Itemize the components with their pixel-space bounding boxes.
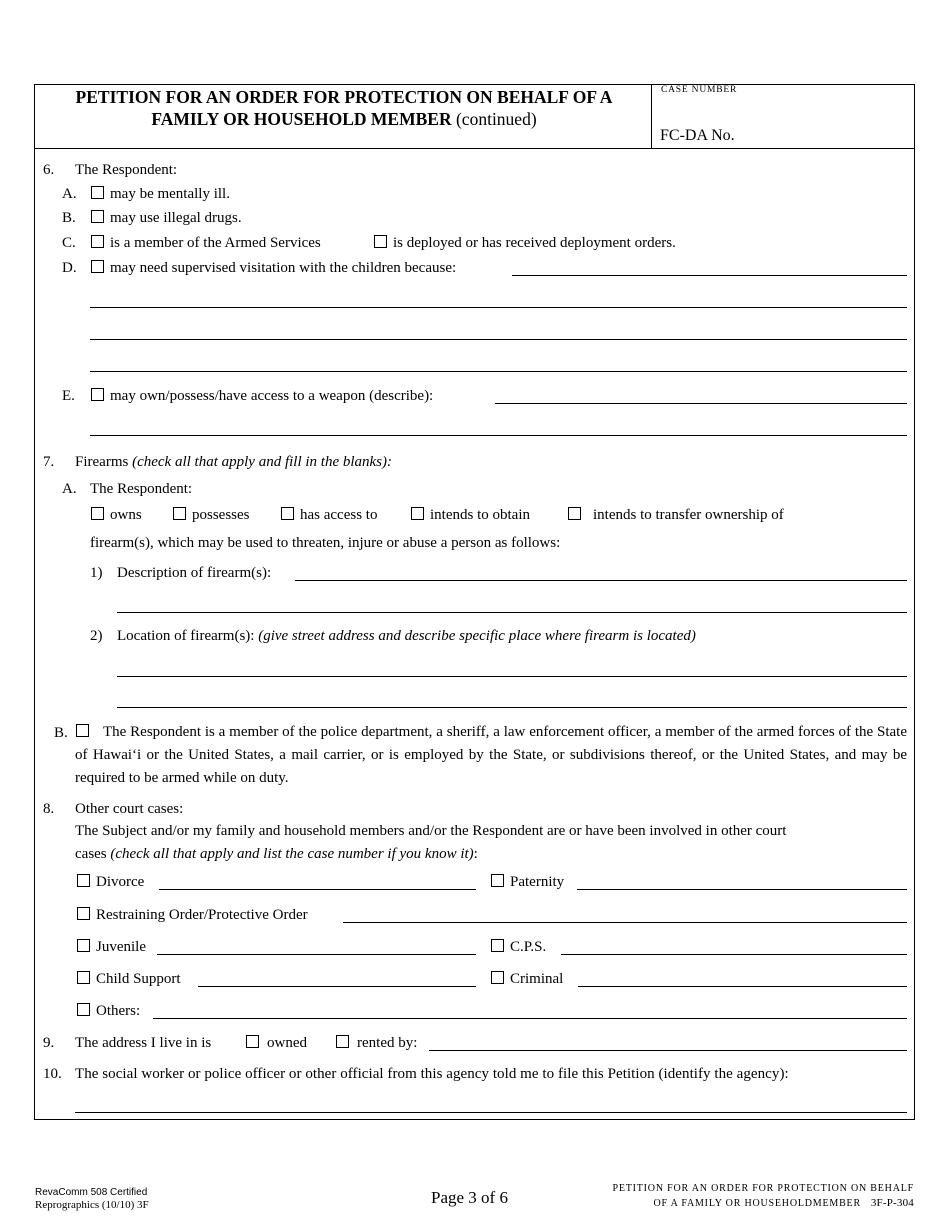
section-8-colon: : — [473, 846, 478, 862]
section-6-number: 6. — [43, 162, 55, 178]
firearm-description-line-2[interactable] — [117, 612, 907, 613]
owned-label: owned — [267, 1035, 307, 1051]
footer-reprographics: Reprographics (10/10) 3F — [35, 1199, 149, 1211]
criminal-case-line[interactable] — [578, 986, 907, 987]
armed-services-checkbox[interactable] — [91, 235, 104, 248]
restraining-order-label: Restraining Order/Protective Order — [96, 907, 308, 923]
intends-to-transfer-label: intends to transfer ownership of — [593, 507, 784, 523]
header-vertical-divider — [651, 84, 652, 148]
footer-form-number: 3F-P-304 — [870, 1197, 914, 1209]
item-6c-label-1: is a member of the Armed Services — [110, 235, 321, 251]
divorce-label: Divorce — [96, 874, 145, 890]
section-8-line-1: The Subject and/or my family and household members and/or the Respondent are or have been involved in other court — [75, 823, 787, 839]
item-7a2-instruction: (give street address and describe specific place where firearm is located) — [258, 628, 696, 644]
section-9-number: 9. — [43, 1035, 55, 1051]
child-support-label: Child Support — [96, 971, 181, 987]
item-7b-text: The Respondent is a member of the police department, a sheriff, a law enforcement officer, a member of the armed forces of the State of Hawaiʻi or the United States, a mail carrier, or is employed by the State, or subdivisions thereof, or the United States, and may be required to be armed while on duty. — [75, 724, 907, 786]
section-7-heading: Firearms — [75, 454, 129, 470]
item-6a-letter: A. — [62, 186, 77, 202]
fcda-number-label: FC-DA No. — [660, 127, 735, 144]
intends-to-obtain-checkbox[interactable] — [411, 507, 424, 520]
others-label: Others: — [96, 1003, 141, 1019]
item-6e-label: may own/possess/have access to a weapon (describe): — [110, 388, 434, 404]
rented-by-line[interactable] — [429, 1050, 907, 1051]
firearm-location-line-1[interactable] — [117, 676, 907, 677]
child-support-checkbox[interactable] — [77, 971, 90, 984]
item-7a1-number: 1) — [90, 565, 103, 581]
item-6b-label: may use illegal drugs. — [110, 210, 242, 226]
footer-form-title-1: PETITION FOR AN ORDER FOR PROTECTION ON BEHALF — [612, 1183, 914, 1194]
has-access-checkbox[interactable] — [281, 507, 294, 520]
restraining-order-checkbox[interactable] — [77, 907, 90, 920]
section-10-text: The social worker or police officer or other official from this agency told me to file this Petition (identify the agency): — [75, 1066, 789, 1082]
section-8-line-2-prefix: cases — [75, 846, 107, 862]
footer-form-title-2: OF A FAMILY OR HOUSEHOLDMEMBER — [653, 1198, 861, 1209]
criminal-label: Criminal — [510, 971, 564, 987]
weapon-description-line-1[interactable] — [495, 403, 907, 404]
firearm-location-line-2[interactable] — [117, 707, 907, 708]
owned-checkbox[interactable] — [246, 1035, 259, 1048]
cps-label: C.P.S. — [510, 939, 547, 955]
section-7-instruction: (check all that apply and fill in the blanks): — [132, 454, 393, 470]
others-checkbox[interactable] — [77, 1003, 90, 1016]
supervised-visitation-checkbox[interactable] — [91, 260, 104, 273]
child-support-case-line[interactable] — [198, 986, 476, 987]
section-8-heading: Other court cases: — [75, 801, 184, 817]
restraining-order-case-line[interactable] — [343, 922, 907, 923]
header-divider — [34, 148, 915, 149]
intends-to-transfer-checkbox[interactable] — [568, 507, 581, 520]
rented-checkbox[interactable] — [336, 1035, 349, 1048]
item-7b-letter: B. — [54, 725, 68, 741]
item-7a1-label: Description of firearm(s): — [117, 565, 272, 581]
item-7a2-label: Location of firearm(s): — [117, 628, 255, 644]
paternity-case-line[interactable] — [577, 889, 907, 890]
section-8-number: 8. — [43, 801, 55, 817]
item-6c-label-2: is deployed or has received deployment orders. — [393, 235, 676, 251]
footer-certification: RevaComm 508 Certified — [35, 1187, 148, 1198]
deployed-checkbox[interactable] — [374, 235, 387, 248]
section-9-text: The address I live in is — [75, 1035, 212, 1051]
item-6a-label: may be mentally ill. — [110, 186, 230, 202]
section-8-instruction: (check all that apply and list the case number if you know it) — [110, 846, 474, 862]
divorce-case-line[interactable] — [159, 889, 476, 890]
section-10-number: 10. — [43, 1066, 62, 1082]
criminal-checkbox[interactable] — [491, 971, 504, 984]
agency-line[interactable] — [75, 1112, 907, 1113]
item-7a2-number: 2) — [90, 628, 103, 644]
divorce-checkbox[interactable] — [77, 874, 90, 887]
item-7a-heading: The Respondent: — [90, 481, 193, 497]
firearm-continuation-text: firearm(s), which may be used to threaten, injure or abuse a person as follows: — [90, 535, 561, 551]
intends-to-obtain-label: intends to obtain — [430, 507, 530, 523]
supervised-visitation-reason-line-4[interactable] — [90, 371, 907, 372]
juvenile-case-line[interactable] — [157, 954, 476, 955]
paternity-label: Paternity — [510, 874, 565, 890]
item-6e-letter: E. — [62, 388, 75, 404]
owns-label: owns — [110, 507, 142, 523]
has-access-label: has access to — [300, 507, 378, 523]
illegal-drugs-checkbox[interactable] — [91, 210, 104, 223]
cps-case-line[interactable] — [561, 954, 907, 955]
firearm-description-line-1[interactable] — [295, 580, 907, 581]
others-case-line[interactable] — [153, 1018, 907, 1019]
juvenile-checkbox[interactable] — [77, 939, 90, 952]
supervised-visitation-reason-line-3[interactable] — [90, 339, 907, 340]
case-number-label: CASE NUMBER — [661, 85, 738, 95]
weapon-description-line-2[interactable] — [90, 435, 907, 436]
owns-checkbox[interactable] — [91, 507, 104, 520]
cps-checkbox[interactable] — [491, 939, 504, 952]
section-7-number: 7. — [43, 454, 55, 470]
paternity-checkbox[interactable] — [491, 874, 504, 887]
item-6d-letter: D. — [62, 260, 77, 276]
page-title: PETITION FOR AN ORDER FOR PROTECTION ON BEHALF OF A FAMILY OR HOUSEHOLD MEMBER (continued) — [75, 87, 613, 129]
weapon-access-checkbox[interactable] — [91, 388, 104, 401]
item-7a-letter: A. — [62, 481, 77, 497]
juvenile-label: Juvenile — [96, 939, 146, 955]
supervised-visitation-reason-line-1[interactable] — [512, 275, 907, 276]
rented-label: rented by: — [357, 1035, 418, 1051]
supervised-visitation-reason-line-2[interactable] — [90, 307, 907, 308]
item-6d-label: may need supervised visitation with the children because: — [110, 260, 457, 276]
section-6-heading: The Respondent: — [75, 162, 178, 178]
item-6b-letter: B. — [62, 210, 76, 226]
possesses-label: possesses — [192, 507, 250, 523]
footer-page-number: Page 3 of 6 — [431, 1188, 508, 1207]
mentally-ill-checkbox[interactable] — [91, 186, 104, 199]
item-6c-letter: C. — [62, 235, 76, 251]
possesses-checkbox[interactable] — [173, 507, 186, 520]
